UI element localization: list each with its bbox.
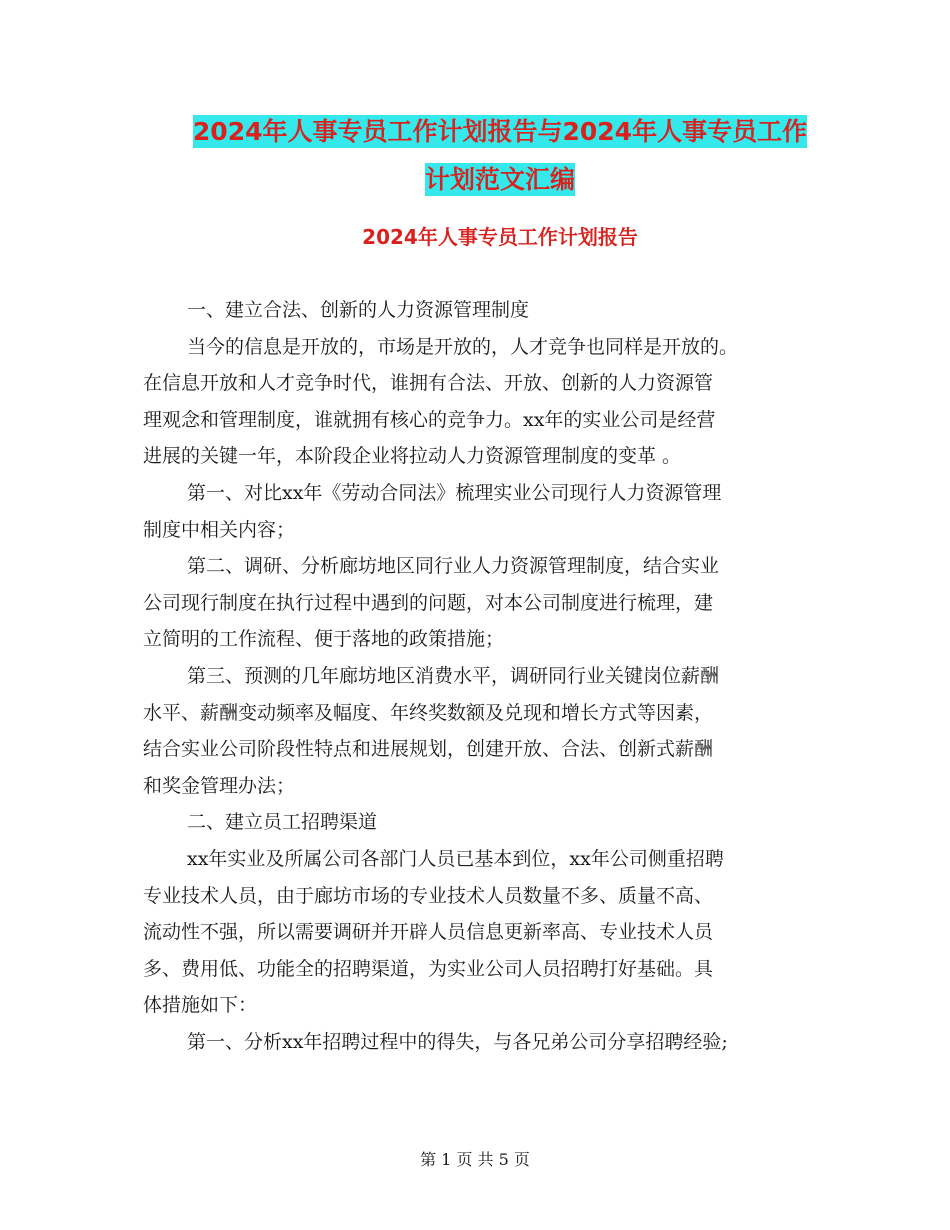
body-line: 一、建立合法、创新的人力资源管理制度	[187, 299, 530, 321]
body-line: 和奖金管理办法；	[143, 774, 296, 797]
body-line: 制度中相关内容；	[143, 518, 296, 541]
body-line: 公司现行制度在执行过程中遇到的问题，对本公司制度进行梳理，建	[143, 591, 714, 614]
body-line: 水平、薪酬变动频率及幅度、年终奖数额及兑现和增长方式等因素，	[143, 701, 714, 724]
body-line: 在信息开放和人才竞争时代，谁拥有合法、开放、创新的人力资源管	[143, 372, 714, 395]
body-line: 立简明的工作流程、便于落地的政策措施；	[143, 628, 505, 651]
document-body	[143, 292, 809, 1060]
body-line: 第三、预测的几年廊坊地区消费水平，调研同行业关键岗位薪酬	[187, 664, 720, 687]
body-line: 体措施如下：	[143, 994, 258, 1017]
document-title	[120, 108, 880, 204]
body-line: 第一、分析xx年招聘过程中的得失，与各兄弟公司分享招聘经验;	[187, 1030, 728, 1053]
body-line: 流动性不强，所以需要调研并开辟人员信息更新率高、专业技术人员	[143, 921, 714, 944]
body-line: xx年实业及所属公司各部门人员已基本到位，xx年公司侧重招聘	[187, 847, 724, 870]
body-line: 多、费用低、功能全的招聘渠道，为实业公司人员招聘打好基础。具	[143, 957, 714, 980]
body-line: 专业技术人员，由于廊坊市场的专业技术人员数量不多、质量不高、	[143, 884, 714, 907]
document-title-line-1: 2024年人事专员工作计划报告与2024年人事专员工作	[192, 117, 808, 146]
page-footer: 第 1 页 共 5 页	[420, 1150, 530, 1169]
body-line: 理观念和管理制度，谁就拥有核心的竞争力。xx年的实业公司是经营	[143, 408, 716, 431]
body-line: 二、建立员工招聘渠道	[187, 811, 378, 834]
body-line: 第一、对比xx年《劳动合同法》梳理实业公司现行人力资源管理	[187, 481, 722, 504]
document-title-line-2: 计划范文汇编	[424, 165, 575, 194]
body-line: 结合实业公司阶段性特点和进展规划，创建开放、合法、创新式薪酬	[143, 738, 714, 761]
section-title: 2024年人事专员工作计划报告	[362, 225, 638, 249]
body-line: 进展的关键一年，本阶段企业将拉动人力资源管理制度的变革 。	[143, 445, 682, 468]
body-line: 当今的信息是开放的，市场是开放的，人才竞争也同样是开放的。	[187, 335, 739, 358]
body-line: 第二、调研、分析廊坊地区同行业人力资源管理制度，结合实业	[187, 555, 720, 578]
